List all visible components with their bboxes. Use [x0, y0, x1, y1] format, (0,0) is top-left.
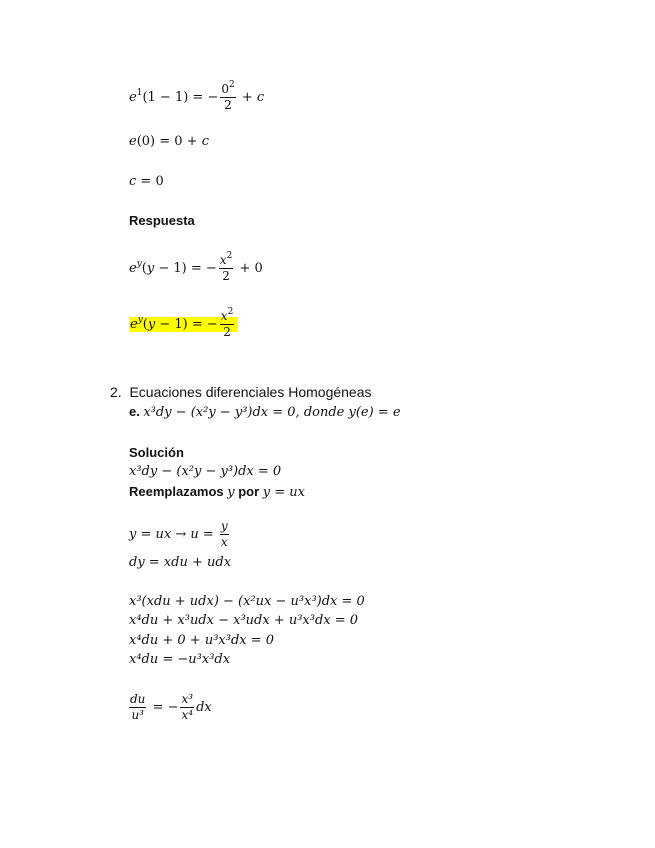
- fraction-denominator: 2: [222, 269, 230, 283]
- equation-line-2: [129, 133, 209, 151]
- fraction-denominator: x: [220, 535, 228, 549]
- fraction-denominator: 2: [224, 98, 232, 112]
- problem-equation: x³dy − (x²y − y³)dx = 0,: [143, 405, 304, 420]
- fraction-numerator: du: [130, 692, 146, 706]
- fraction: [219, 253, 234, 284]
- eq-term: (1 − 1) = −: [142, 90, 219, 105]
- eq-term: − 1) = −: [154, 261, 217, 276]
- eq-term: +: [237, 90, 257, 105]
- eq-exponent: 2: [226, 251, 233, 261]
- eq-term: = −: [148, 700, 179, 715]
- eq-term: e: [129, 261, 137, 276]
- fraction-denominator: u³: [131, 708, 144, 722]
- solution-line-4: dy = xdu + udx: [129, 555, 232, 570]
- eq-term: c: [256, 90, 265, 105]
- solution-line-1: x³dy − (x²y − y³)dx = 0: [129, 464, 282, 479]
- fraction: [220, 309, 235, 340]
- highlighted-answer: [129, 309, 238, 340]
- eq-term: + 0: [235, 261, 263, 276]
- fraction-numerator: x³: [181, 692, 194, 706]
- eq-term: c: [129, 174, 137, 189]
- section-title: Ecuaciones diferenciales Homogéneas: [129, 384, 372, 400]
- eq-term: (: [141, 261, 147, 276]
- eq-exponent: y: [136, 259, 142, 269]
- solution-line-6: x⁴du + x³udx − x³udx + u³x³dx = 0: [129, 613, 359, 628]
- eq-term: e: [130, 317, 138, 332]
- fraction: [180, 692, 194, 723]
- solution-line-5: x³(xdu + udx) − (x²ux − u³x³)dx = 0: [129, 594, 365, 609]
- solution-line-2: [129, 483, 305, 502]
- eq-exponent: 1: [136, 88, 143, 98]
- fraction-numerator: y: [220, 519, 228, 533]
- eq-term: (0) = 0 +: [136, 134, 202, 149]
- eq-term: − 1) = −: [155, 317, 218, 332]
- instruction-text: por: [234, 484, 263, 499]
- heading-solucion: Solución: [129, 445, 184, 460]
- equation-line-3: [129, 173, 164, 191]
- fraction-denominator: 2: [223, 325, 231, 339]
- eq-term: y: [227, 485, 235, 500]
- solution-line-3: [129, 519, 231, 550]
- problem-statement: [129, 403, 401, 422]
- instruction-text: Reemplazamos: [129, 484, 228, 499]
- eq-exponent: 2: [227, 307, 234, 317]
- fraction: [129, 692, 146, 723]
- eq-term: e: [129, 90, 137, 105]
- solution-line-8: x⁴du = −u³x³dx: [129, 652, 231, 667]
- eq-exponent: y: [137, 315, 143, 325]
- section-heading: [110, 383, 372, 401]
- eq-exponent: 2: [228, 80, 235, 90]
- fraction-numerator: 0: [221, 82, 229, 96]
- solution-line-9: [129, 692, 212, 723]
- eq-term: y: [146, 261, 155, 276]
- eq-term: y: [147, 317, 156, 332]
- eq-term: dx: [196, 700, 212, 715]
- eq-term: c: [201, 134, 209, 149]
- fraction-numerator: x: [219, 253, 227, 267]
- solution-line-7: x⁴du + 0 + u³x³dx = 0: [129, 633, 275, 648]
- fraction: [220, 519, 229, 550]
- eq-term: y = ux → u =: [129, 527, 218, 542]
- fraction-numerator: x: [220, 309, 228, 323]
- equation-line-1: [129, 82, 264, 113]
- eq-term: (: [142, 317, 148, 332]
- problem-condition: donde y(e) = e: [303, 405, 401, 420]
- eq-term: e: [129, 134, 137, 149]
- fraction: [220, 82, 235, 113]
- heading-respuesta: Respuesta: [129, 213, 195, 228]
- eq-term: = 0: [136, 174, 164, 189]
- equation-line-4: [129, 253, 263, 284]
- answer-highlight: [129, 307, 238, 339]
- eq-term: y = ux: [262, 485, 306, 500]
- problem-label: e.: [129, 404, 140, 419]
- section-number: 2.: [110, 384, 122, 400]
- fraction-denominator: x⁴: [181, 708, 194, 722]
